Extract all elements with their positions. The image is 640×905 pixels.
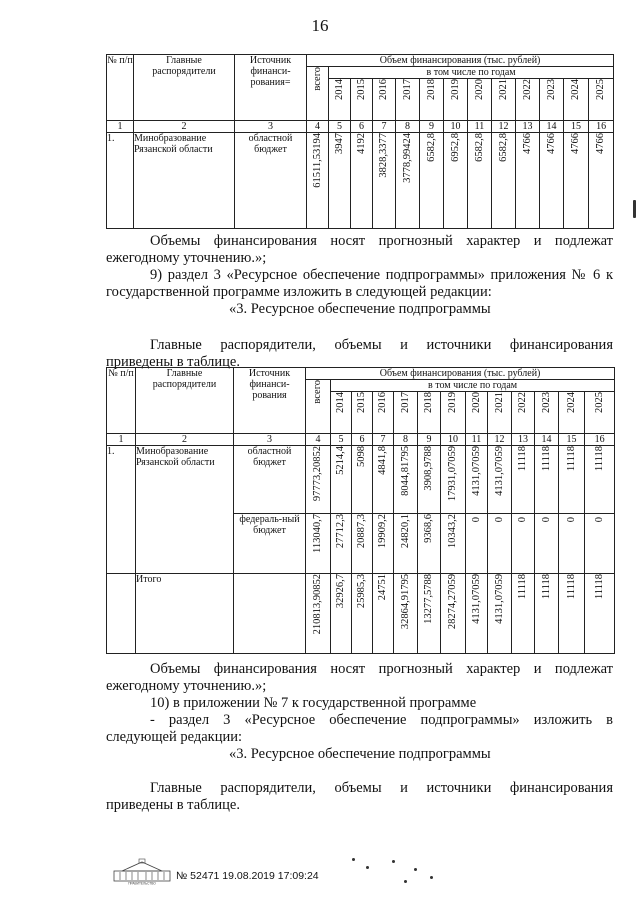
year-header: 2015 (351, 79, 373, 121)
year-header: 2023 (535, 392, 559, 434)
paragraph-1-line-1: Объемы финансирования носят прогнозный характер и подлежат (150, 233, 613, 249)
year-value: 4766 (564, 133, 589, 229)
year-header: 2021 (488, 392, 512, 434)
year-value: 11118 (559, 446, 585, 514)
year-value: 4131,07059 (488, 574, 512, 654)
year-value: 0 (585, 514, 615, 574)
year-value: 5098 (352, 446, 373, 514)
year-header: 2023 (540, 79, 564, 121)
year-value: 32926,7 (331, 574, 352, 654)
header-managers: Главные распорядители (136, 368, 234, 434)
column-number: 9 (420, 121, 444, 133)
header-incl-years: в том числе по годам (329, 67, 614, 79)
column-number: 12 (488, 434, 512, 446)
column-number: 7 (373, 434, 394, 446)
header-volume: Объем финансирования (тыс. рублей) (306, 368, 615, 380)
document-id-timestamp: № 52471 19.08.2019 17:09:24 (176, 870, 319, 882)
year-value: 11118 (535, 574, 559, 654)
column-number: 6 (352, 434, 373, 446)
column-number: 5 (329, 121, 351, 133)
column-number-row (107, 434, 615, 446)
year-value: 3908,9788 (418, 446, 441, 514)
year-value: 4131,07059 (466, 574, 488, 654)
year-value: 11118 (512, 446, 535, 514)
paragraph-1-line-2: ежегодному уточнению.»; (106, 250, 267, 266)
column-number: 14 (535, 434, 559, 446)
column-number: 8 (394, 434, 418, 446)
year-header: 2024 (564, 79, 589, 121)
column-number: 10 (444, 121, 468, 133)
year-header: 2017 (396, 79, 420, 121)
header-managers: Главные распорядители (134, 55, 235, 121)
year-value: 4131,07059 (488, 446, 512, 514)
year-header: 2014 (331, 392, 352, 434)
year-value: 6582,8 (468, 133, 492, 229)
year-header: 2017 (394, 392, 418, 434)
year-header: 2025 (589, 79, 614, 121)
year-value: 11118 (585, 446, 615, 514)
year-header: 2022 (512, 392, 535, 434)
year-value: 5214,4 (331, 446, 352, 514)
year-value: 24820,1 (394, 514, 418, 574)
column-number: 15 (559, 434, 585, 446)
column-number: 10 (441, 434, 466, 446)
column-number: 1 (107, 434, 136, 446)
year-value: 32864,91795 (394, 574, 418, 654)
year-value: 11118 (535, 446, 559, 514)
year-value: 3778,99424 (396, 133, 420, 229)
year-value: 8044,81795 (394, 446, 418, 514)
column-number: 6 (351, 121, 373, 133)
year-header: 2016 (373, 392, 394, 434)
header-source: Источник финанси-рования= (235, 55, 307, 121)
scan-speck (352, 858, 355, 861)
column-number: 13 (512, 434, 535, 446)
year-header: 2021 (492, 79, 516, 121)
scan-speck (633, 200, 636, 218)
paragraph-4-line-2: ежегодному уточнению.»; (106, 678, 267, 694)
year-value: 11118 (512, 574, 535, 654)
scan-speck (414, 868, 417, 871)
year-header: 2019 (444, 79, 468, 121)
column-number: 8 (396, 121, 420, 133)
header-incl-years: в том числе по годам (331, 380, 615, 392)
financing-table-2 (106, 367, 615, 654)
paragraph-2-line-2: государственной программе изложить в следующей редакции: (106, 284, 492, 300)
year-value: 6582,8 (492, 133, 516, 229)
manager-name: Минобразование Рязанской области (136, 446, 234, 574)
year-header: 2020 (466, 392, 488, 434)
scan-speck (392, 860, 395, 863)
funding-source: областной бюджет (235, 133, 307, 229)
year-value: 27712,3 (331, 514, 352, 574)
paragraph-5-line-2: - раздел 3 «Ресурсное обеспечение подпрограммы» изложить в (150, 712, 613, 728)
year-value: 11118 (585, 574, 615, 654)
year-value: 6582,8 (420, 133, 444, 229)
year-value: 4131,07059 (466, 446, 488, 514)
year-value: 9368,6 (418, 514, 441, 574)
column-number: 3 (235, 121, 307, 133)
year-value: 13277,5788 (418, 574, 441, 654)
year-header: 2025 (585, 392, 615, 434)
column-number-row (107, 121, 614, 133)
year-header: 2018 (420, 79, 444, 121)
row-number: 1. (107, 446, 136, 574)
table-row (107, 133, 614, 229)
header-volume: Объем финансирования (тыс. рублей) (307, 55, 614, 67)
year-value: 0 (488, 514, 512, 574)
year-header: 2014 (329, 79, 351, 121)
year-value: 20887,3 (352, 514, 373, 574)
manager-name: Минобразование Рязанской области (134, 133, 235, 229)
year-value: 11118 (559, 574, 585, 654)
column-number: 4 (306, 434, 331, 446)
column-number: 12 (492, 121, 516, 133)
year-value: 25985,3 (352, 574, 373, 654)
year-header: 2022 (516, 79, 540, 121)
paragraph-5-line-3: следующей редакции: (106, 729, 243, 745)
row-number: 1. (107, 133, 134, 229)
column-number: 3 (234, 434, 306, 446)
total-label: Итого (136, 574, 234, 654)
year-value: 6952,8 (444, 133, 468, 229)
column-number: 11 (466, 434, 488, 446)
column-number: 7 (373, 121, 396, 133)
total-value: 113040,7 (306, 514, 331, 574)
header-no: № п/п (107, 55, 134, 121)
paragraph-2-line-1: 9) раздел 3 «Ресурсное обеспечение подпрограммы» приложения № 6 к (150, 267, 613, 283)
year-header: 2019 (441, 392, 466, 434)
scan-speck (404, 880, 407, 883)
year-value: 4841,8 (373, 446, 394, 514)
empty-cell (234, 574, 306, 654)
year-value: 4766 (589, 133, 614, 229)
year-value: 0 (535, 514, 559, 574)
paragraph-3-line-2: приведены в таблице. (106, 354, 240, 370)
year-header: 2024 (559, 392, 585, 434)
column-number: 14 (540, 121, 564, 133)
paragraph-6-line-2: приведены в таблице. (106, 797, 240, 813)
paragraph-5-line-1: 10) в приложении № 7 к государственной программе (150, 695, 477, 711)
header-source: Источник финанси-рования (234, 368, 306, 434)
empty-cell (107, 574, 136, 654)
financing-table-1 (106, 54, 614, 229)
government-building-stamp (112, 857, 172, 885)
column-number: 13 (516, 121, 540, 133)
year-value: 0 (559, 514, 585, 574)
header-total: всего (306, 380, 331, 434)
year-value: 4192 (351, 133, 373, 229)
stamp-text: ПРАВИТЕЛЬСТВО (128, 881, 156, 885)
column-number: 15 (564, 121, 589, 133)
column-number: 4 (307, 121, 329, 133)
year-header: 2020 (468, 79, 492, 121)
year-value: 4766 (516, 133, 540, 229)
scan-speck (366, 866, 369, 869)
year-header: 2018 (418, 392, 441, 434)
year-value: 4766 (540, 133, 564, 229)
column-number: 2 (136, 434, 234, 446)
header-total: всего (307, 67, 329, 121)
paragraph-6-line-1: Главные распорядители, объемы и источники финансирования (150, 780, 613, 796)
column-number: 11 (468, 121, 492, 133)
column-number: 16 (585, 434, 615, 446)
year-value: 24751 (373, 574, 394, 654)
total-value: 97773,20852 (306, 446, 331, 514)
column-number: 5 (331, 434, 352, 446)
page-number: 16 (311, 16, 329, 35)
column-number: 2 (134, 121, 235, 133)
year-value: 3828,3377 (373, 133, 396, 229)
paragraph-2-line-3: «3. Ресурсное обеспечение подпрограммы (229, 301, 491, 317)
paragraph-3-line-1: Главные распорядители, объемы и источники финансирования (150, 337, 613, 353)
year-value: 19909,2 (373, 514, 394, 574)
funding-source: федераль-ный бюджет (234, 514, 306, 574)
table-row-total (107, 574, 615, 654)
year-value: 0 (512, 514, 535, 574)
column-number: 16 (589, 121, 614, 133)
year-header: 2016 (373, 79, 396, 121)
year-value: 0 (466, 514, 488, 574)
year-value: 10343,2 (441, 514, 466, 574)
column-number: 1 (107, 121, 134, 133)
header-no: № п/п (107, 368, 136, 434)
funding-source: областной бюджет (234, 446, 306, 514)
paragraph-4-line-1: Объемы финансирования носят прогнозный характер и подлежат (150, 661, 613, 677)
total-value: 210813,90852 (306, 574, 331, 654)
scan-speck (430, 876, 433, 879)
column-number: 9 (418, 434, 441, 446)
year-value: 3947 (329, 133, 351, 229)
year-value: 28274,27059 (441, 574, 466, 654)
table-row-regional (107, 446, 615, 514)
year-header: 2015 (352, 392, 373, 434)
paragraph-5-line-4: «3. Ресурсное обеспечение подпрограммы (229, 746, 491, 762)
total-value: 61511,53194 (307, 133, 329, 229)
document-footer (112, 857, 452, 891)
year-value: 17931,07059 (441, 446, 466, 514)
